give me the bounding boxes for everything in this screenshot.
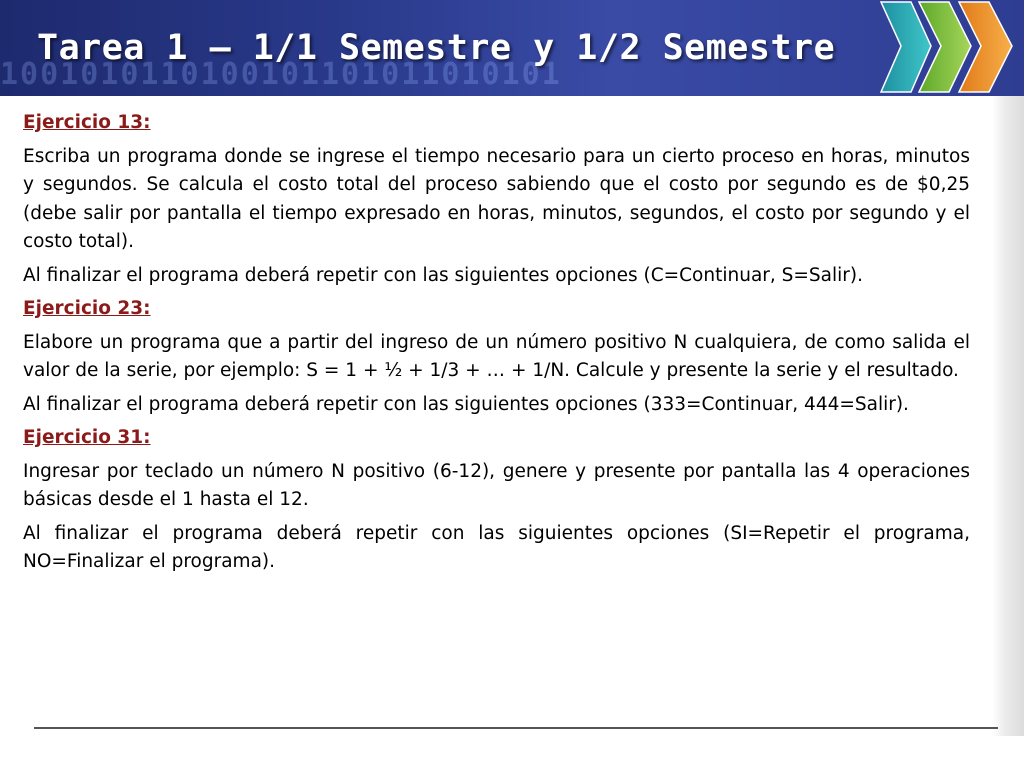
binary-row: 1001010110100101101011010101	[0, 57, 562, 92]
exercise-paragraph: Escriba un programa donde se ingrese el tiempo necesario para un cierto proceso en horas, minutos y segundos. Se calcula el costo total del proceso sabiendo que el costo por segundo es de $0,25 (debe salir por pantalla el tiempo expresado en horas, minutos, segundos, el costo por segundo y el costo total).	[23, 145, 970, 252]
exercise-paragraph: Al finalizar el programa deberá repetir con las siguientes opciones (333=Continuar, 444=Salir).	[23, 393, 909, 415]
right-shadow-panel	[992, 96, 1024, 736]
exercise-paragraph: Ingresar por teclado un número N positivo (6-12), genere y presente por pantalla las 4 operaciones básicas desde el 1 hasta el 12.	[23, 460, 970, 510]
header-banner	[0, 0, 1024, 96]
exercise-paragraph: Al finalizar el programa deberá repetir con las siguientes opciones (SI=Repetir el programa, NO=Finalizar el programa).	[23, 522, 970, 572]
exercise-heading: Ejercicio 23:	[23, 298, 151, 319]
chevron-arrows-icon	[879, 0, 1024, 96]
slide-title: Tarea 1 – 1/1 Semestre y 1/2 Semestre	[37, 28, 836, 68]
slide-body	[23, 109, 970, 582]
exercise-paragraph: Elabore un programa que a partir del ingreso de un número positivo N cualquiera, de como salida el valor de la serie, por ejemplo: S = 1 + ½ + 1/3 + … + 1/N. Calcule y presente la serie y el resultado.	[23, 331, 970, 381]
footer-divider	[34, 727, 998, 729]
exercise-paragraph: Al finalizar el programa deberá repetir con las siguientes opciones (C=Continuar, S=Salir).	[23, 264, 863, 286]
exercise-heading: Ejercicio 13:	[23, 112, 151, 133]
chevron-teal-icon	[881, 2, 931, 92]
exercise-heading: Ejercicio 31:	[23, 427, 151, 448]
